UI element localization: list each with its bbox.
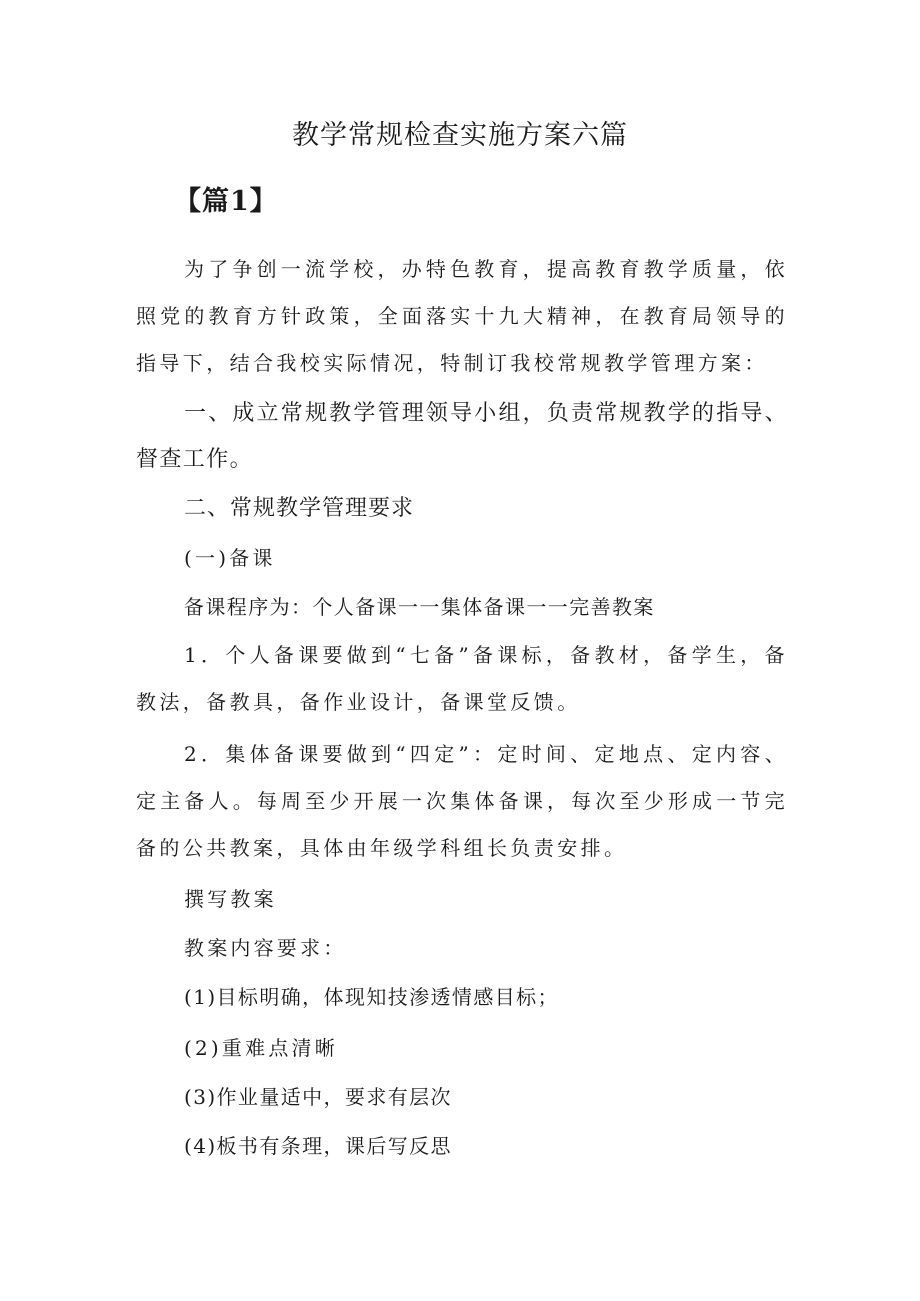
- content-req-line: 教案内容要求：: [184, 936, 347, 960]
- document-title: 教学常规检查实施方案六篇: [292, 120, 628, 151]
- requirement-3: (3)作业量适中，要求有层次: [184, 1085, 452, 1109]
- item-two-heading: 二、常规教学管理要求: [184, 496, 415, 521]
- requirement-4: (4)板书有条理，课后写反思: [184, 1134, 452, 1158]
- point-1-paragraph: 1．个人备课要做到“七备”备课标，备教材，备学生，备教法，备教具，备作业设计，备课堂反馈。: [136, 643, 788, 714]
- section-heading: 【篇1】: [174, 186, 278, 217]
- requirement-2: (2)重难点清晰: [184, 1036, 338, 1060]
- sub-heading-prep: (一)备课: [184, 546, 276, 570]
- item-one-paragraph: 一、成立常规教学管理领导小组，负责常规教学的指导、督查工作。: [136, 401, 788, 472]
- requirement-1: (1)目标明确，体现知技渗透情感目标；: [184, 985, 559, 1009]
- intro-paragraph: 为了争创一流学校，办特色教育，提高教育教学质量，依照党的教育方针政策，全面落实十九大精神，在教育局领导的指导下，结合我校实际情况，特制订我校常规教学管理方案：: [136, 257, 788, 375]
- write-plan-line: 撰写教案: [184, 887, 277, 911]
- point-2-paragraph: 2．集体备课要做到“四定”：定时间、定地点、定内容、定主备人。每周至少开展一次集体备课，每次至少形成一节完备的公共教案，具体由年级学科组长负责安排。: [136, 742, 788, 860]
- procedure-line: 备课程序为：个人备课一一集体备课一一完善教案: [184, 595, 655, 619]
